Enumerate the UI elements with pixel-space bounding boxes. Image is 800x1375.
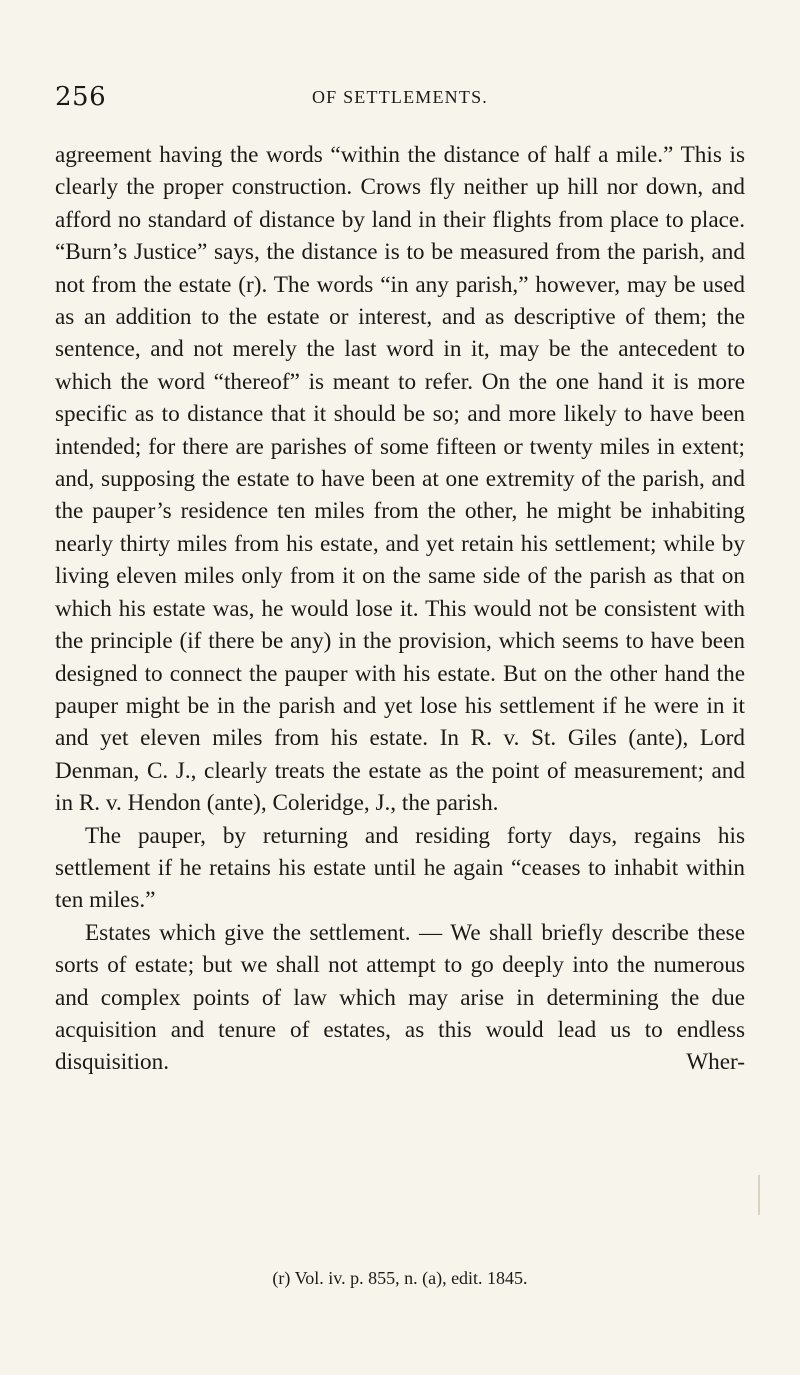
- footnote: (r) Vol. iv. p. 855, n. (a), edit. 1845.: [272, 1268, 528, 1288]
- paragraph-continued: agreement having the words “within the distance of half a mile.” This is clearly the proper construction. Crows fly neither up hill nor down, and afford no standard of distance by land in their flights from place to place. “Burn’s Justice” says, the distance is to be measured from the parish, and not from the estate (r). The words “in any parish,” however, may be used as an addition to the estate or interest, and as descriptive of them; the sentence, and not merely the last word in it, may be the antecedent to which the word “thereof” is meant to refer. On the one hand it is more specific as to distance that it should be so; and more likely to have been intended; for there are parishes of some fifteen or twenty miles in extent; and, supposing the estate to have been at one extremity of the parish, and the pauper’s residence ten miles from the other, he might be inhabiting nearly thirty miles from his estate, and yet retain his settlement; while by living eleven miles only from it on the same side of the parish as that on which his estate was, he would lose it. This would not be consistent with the principle (if there be any) in the provision, which seems to have been designed to connect the pauper with his estate. But on the other hand the pauper might be in the parish and yet lose his settlement if he were in it and yet eleven miles from his estate. In R. v. St. Giles (ante), Lord Denman, C. J., clearly treats the estate as the point of measurement; and in R. v. Hendon (ante), Coleridge, J., the parish.: [55, 142, 745, 817]
- page-number: 256: [55, 82, 107, 112]
- page-header: [55, 82, 745, 112]
- paragraph-regains-settlement: The pauper, by returning and residing forty days, regains his settlement if he retains his estate until he again “ceases to inhabit within ten miles.”: [55, 822, 745, 914]
- body-text: [55, 139, 745, 1079]
- margin-mark: [758, 1175, 760, 1215]
- paragraph-estates-section: Estates which give the settlement. — We shall briefly describe these sorts of estate; but we shall not attempt to go deeply into the numerous and complex points of law which may arise in determining the due acquisition and tenure of estates, as this would lead us to endless disquisition. Wher-: [55, 919, 745, 1076]
- running-head: OF SETTLEMENTS.: [311, 87, 488, 107]
